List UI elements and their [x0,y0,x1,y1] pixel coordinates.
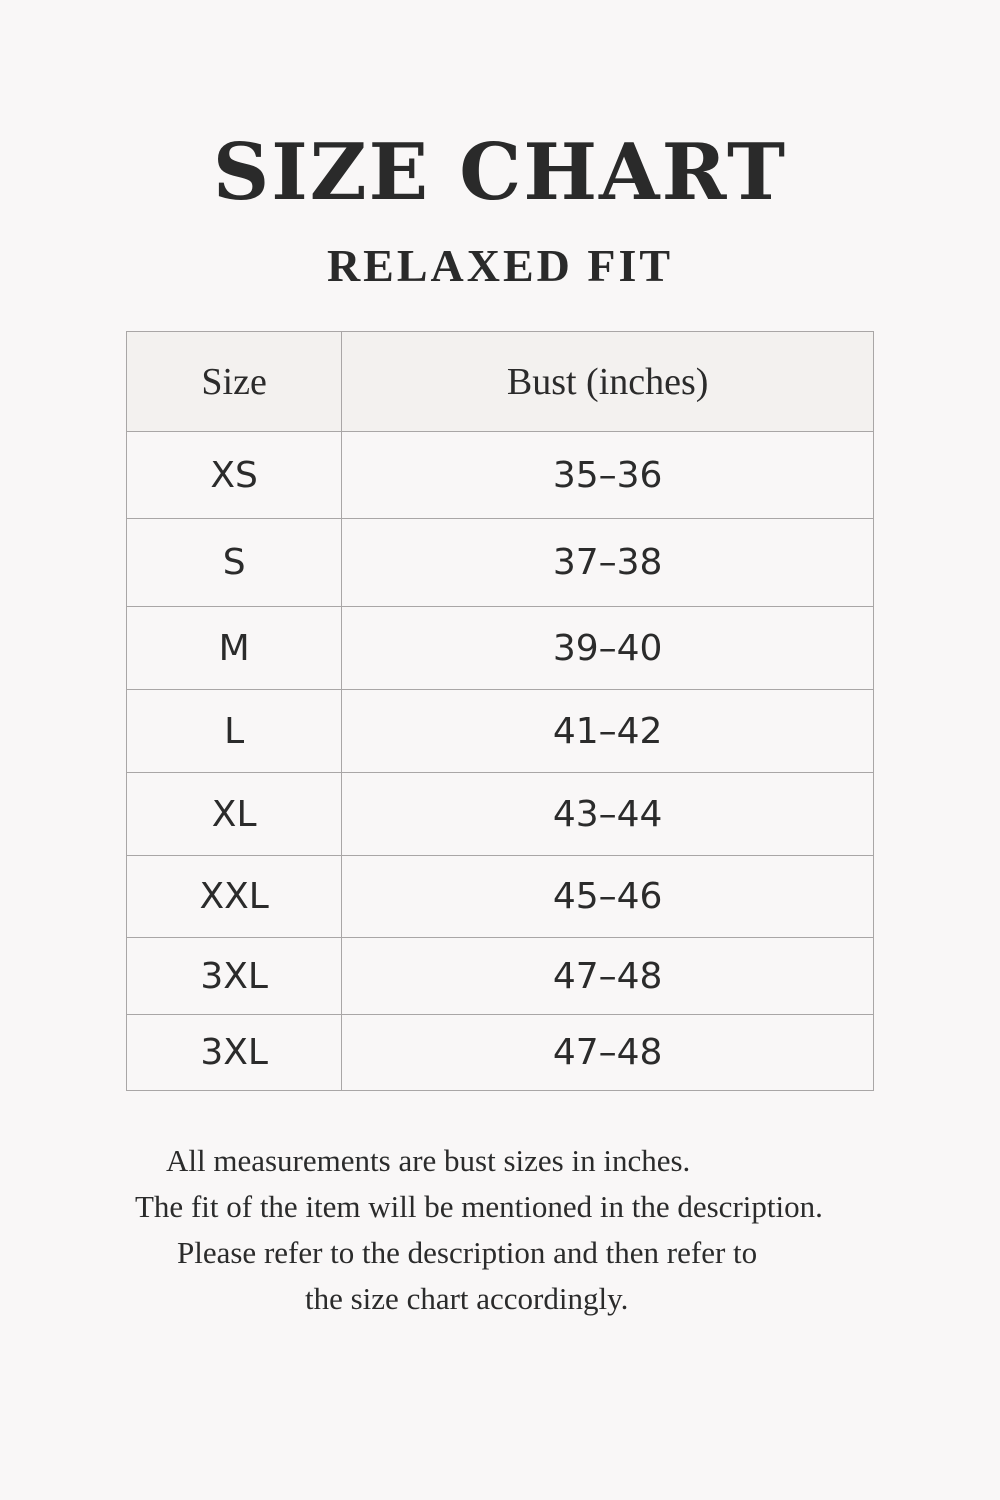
bust-cell: 47–48 [342,1015,874,1091]
bust-cell: 41–42 [342,690,874,773]
table-row [127,690,874,773]
table-header-row [127,332,874,432]
page-subtitle: RELAXED FIT [326,240,674,291]
size-cell: 3XL [127,938,342,1015]
bust-cell: 45–46 [342,856,874,938]
header-bust: Bust (inches) [342,332,874,432]
table-row [127,856,874,938]
size-cell: XS [127,432,342,519]
size-cell: 3XL [127,1015,342,1091]
note-line: the size chart accordingly. [305,1281,629,1316]
size-cell: L [127,690,342,773]
table-row [127,773,874,856]
bust-cell: 39–40 [342,607,874,690]
bust-cell: 37–38 [342,519,874,607]
table-row [127,607,874,690]
table-row [127,1015,874,1091]
header-size: Size [127,332,342,432]
bust-cell: 35–36 [342,432,874,519]
page-title: SIZE CHART [212,127,788,218]
size-cell: XXL [127,856,342,938]
size-cell: M [127,607,342,690]
table-row [127,938,874,1015]
notes-block [0,1138,1000,1322]
table-row [127,432,874,519]
note-line: The fit of the item will be mentioned in the description. [135,1189,823,1224]
bust-cell: 47–48 [342,938,874,1015]
size-cell: XL [127,773,342,856]
size-table [126,331,874,1091]
size-cell: S [127,519,342,607]
note-line: Please refer to the description and then refer to [177,1235,758,1270]
note-line: All measurements are bust sizes in inches. [166,1143,691,1178]
table-row [127,519,874,607]
bust-cell: 43–44 [342,773,874,856]
